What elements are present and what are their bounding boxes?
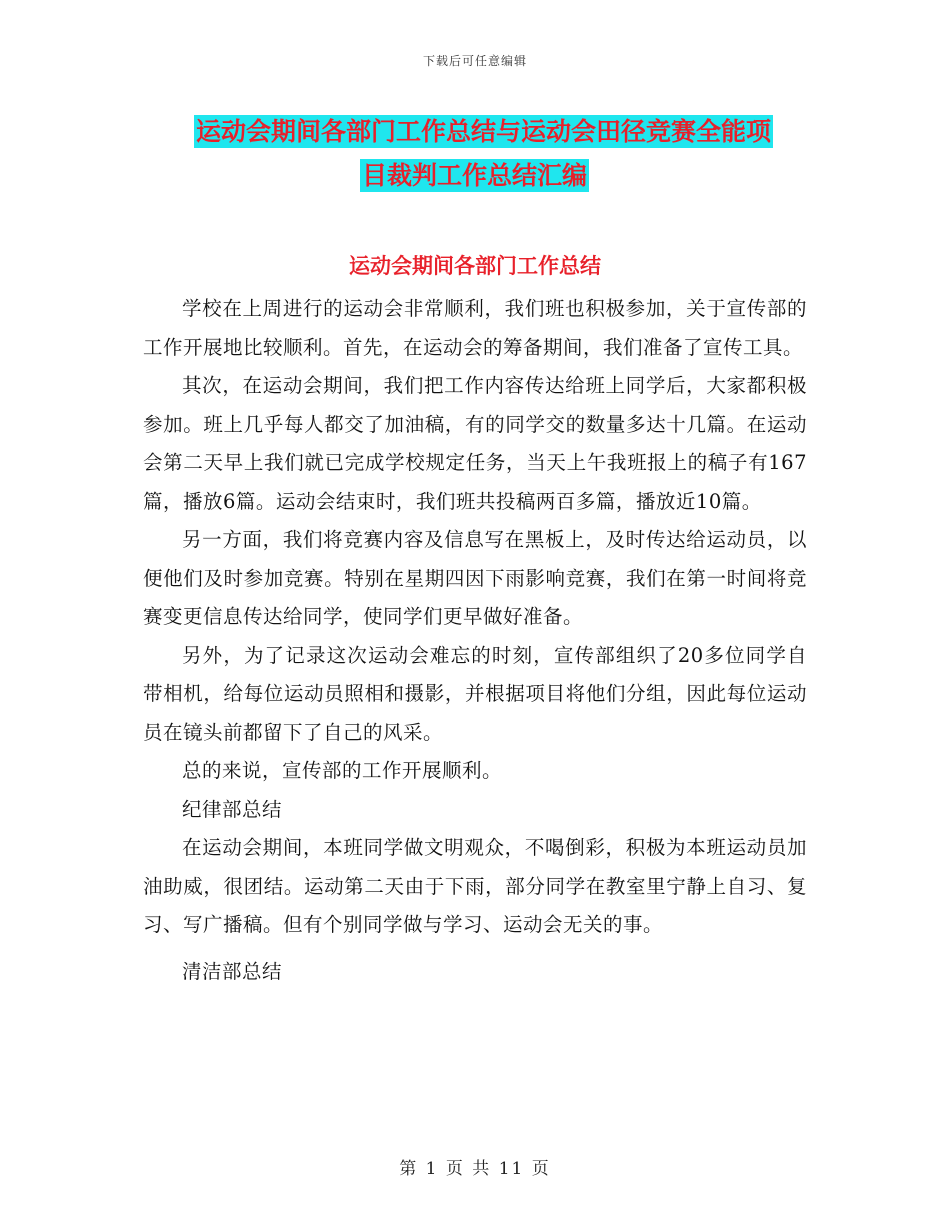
paragraph: 总的来说，宣传部的工作开展顺利。 xyxy=(182,759,503,782)
title-highlight-2: 目裁判工作总结汇编 xyxy=(362,161,588,190)
paragraph: 另一方面，我们将竞赛内容及信息写在黑板上，及时传达给运动员，以便他们及时参加竞赛。特别在星期四因下雨影响竞赛，我们在第一时间将竞赛变更信息传达给同学，使同学们更早做好准备。 xyxy=(143,528,807,628)
document-title-line-1 xyxy=(140,110,810,154)
paragraph: 在运动会期间，本班同学做文明观众，不喝倒彩，积极为本班运动员加油助威，很团结。运动第二天由于下雨，部分同学在教室里宁静上自习、复习、写广播稿。但有个别同学做与学习、运动会无关的事。 xyxy=(143,836,807,936)
document-title-line-2 xyxy=(140,154,810,198)
section-title: 运动会期间各部门工作总结 xyxy=(349,254,601,278)
paragraph: 另外，为了记录这次运动会难忘的时刻，宣传部组织了20多位同学自带相机，给每位运动员照相和摄影，并根据项目将他们分组，因此每位运动员在镜头前都留下了自己的风采。 xyxy=(143,643,807,744)
subheading-discipline: 纪律部总结 xyxy=(182,797,283,821)
document-body xyxy=(143,290,807,991)
title-highlight-1: 运动会期间各部门工作总结与运动会田径竞赛全能项 xyxy=(196,117,772,146)
page-footer: 第 1 页 共 11 页 xyxy=(399,1159,551,1179)
document-title xyxy=(140,110,810,198)
subheading-cleaning: 清洁部总结 xyxy=(182,959,283,983)
header-note: 下载后可任意编辑 xyxy=(422,54,527,68)
paragraph: 其次，在运动会期间，我们把工作内容传达给班上同学后，大家都积极参加。班上几乎每人都交了加油稿，有的同学交的数量多达十几篇。在运动会第二天早上我们就已完成学校规定任务，当天上午我班报上的稿子有167篇，播放6篇。运动会结束时，我们班共投稿两百多篇，播放近10篇。 xyxy=(143,374,807,513)
paragraph: 学校在上周进行的运动会非常顺利，我们班也积极参加，关于宣传部的工作开展地比较顺利。首先，在运动会的筹备期间，我们准备了宣传工具。 xyxy=(143,297,807,359)
